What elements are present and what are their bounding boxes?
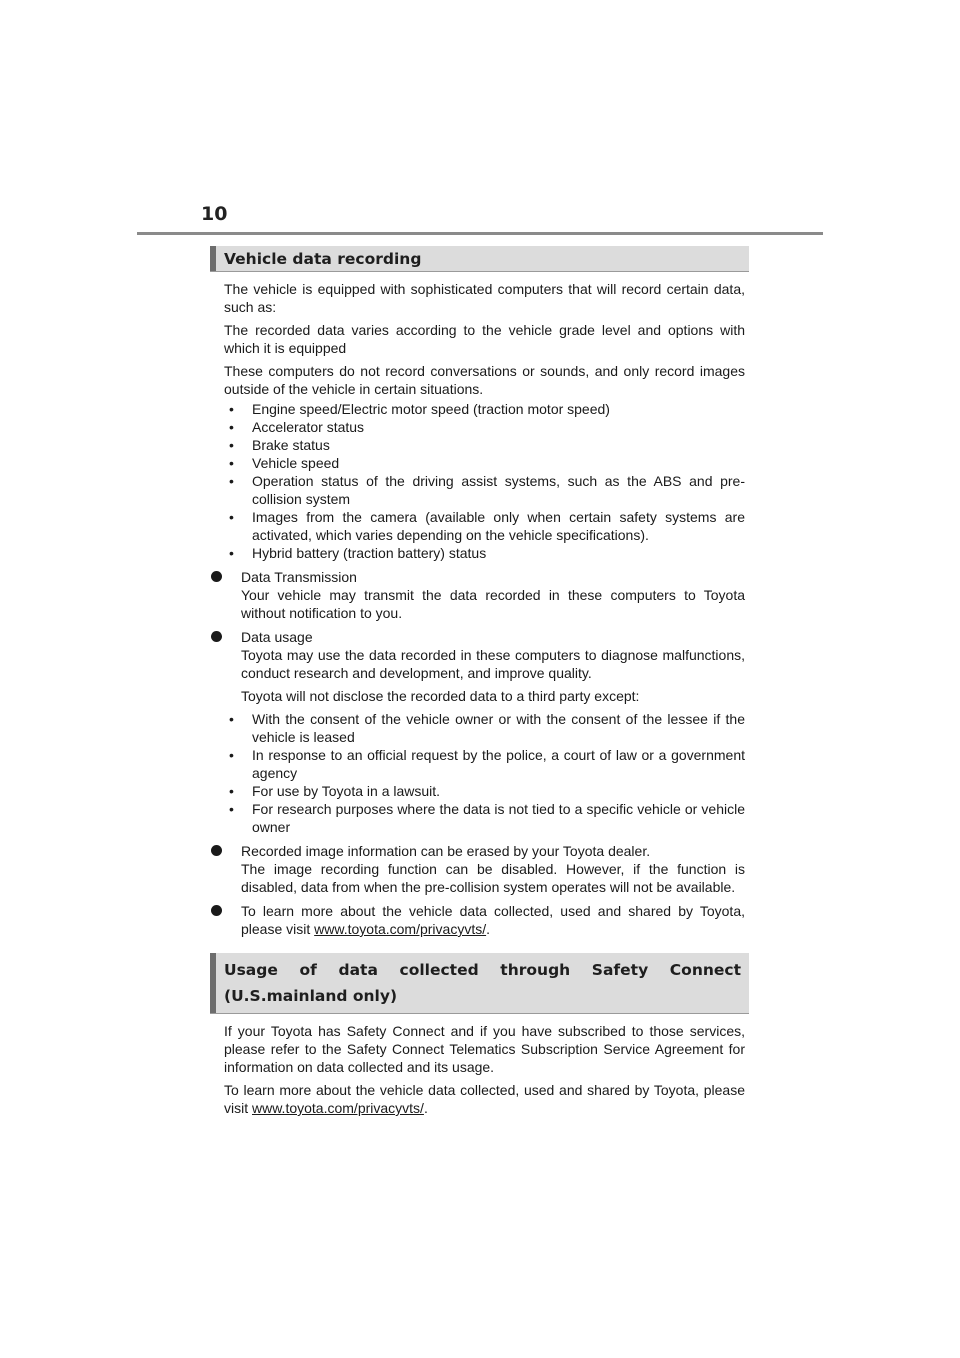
- data-transmission-heading: Data Transmission: [241, 569, 357, 585]
- list-item: • Engine speed/Electric motor speed (traction motor speed): [229, 401, 610, 417]
- safety-connect-learn-more: To learn more about the vehicle data collected, used and shared by Toyota, please visit www.toyota.com/privacyvts/.: [224, 1082, 745, 1116]
- list-item: • Vehicle speed: [229, 455, 340, 471]
- image-erase-block: [224, 842, 745, 896]
- list-item: • Operation status of the driving assist systems, such as the ABS and pre-collision system: [229, 473, 745, 507]
- privacy-link[interactable]: www.toyota.com/privacyvts/: [314, 921, 487, 937]
- disclosure-exceptions-list: [224, 710, 745, 836]
- image-erase-text: The image recording function can be disabled. However, if the function is disabled, data from when the pre-collision system operates will not be available.: [241, 861, 745, 895]
- learn-more-text: To learn more about the vehicle data collected, used and shared by Toyota, please visit www.toyota.com/privacyvts/.: [241, 903, 745, 937]
- section-header-safety-connect: Usage of data collected through Safety Connect (U.S.mainland only): [210, 953, 749, 1014]
- data-usage-text: Toyota may use the data recorded in these computers to diagnose malfunctions, conduct research and development, and improve quality.: [241, 647, 745, 681]
- list-item: • For research purposes where the data is not tied to a specific vehicle or vehicle owner: [229, 801, 745, 835]
- data-usage-heading: Data usage: [241, 629, 313, 645]
- bullet-circle-icon: [211, 905, 222, 916]
- data-transmission-block: [224, 568, 745, 622]
- intro-paragraph: The recorded data varies according to the vehicle grade level and options with which it is equipped: [224, 322, 745, 356]
- bullet-circle-icon: [211, 631, 222, 642]
- data-disclosure-text: Toyota will not disclose the recorded data to a third party except:: [241, 688, 640, 704]
- page-content: [224, 246, 745, 1117]
- data-usage-block: [224, 628, 745, 836]
- image-erase-heading: Recorded image information can be erased by your Toyota dealer.: [241, 843, 651, 859]
- header-rule: [137, 232, 823, 235]
- list-item: • Hybrid battery (traction battery) status: [229, 545, 487, 561]
- list-item: • Images from the camera (available only when certain safety systems are activated, which varies depending on the vehicle specifications).: [229, 509, 745, 543]
- list-item: • Brake status: [229, 437, 330, 453]
- list-item: • Accelerator status: [229, 419, 365, 435]
- list-item: • In response to an official request by the police, a court of law or a government agency: [229, 747, 745, 781]
- intro-paragraph: The vehicle is equipped with sophisticated computers that will record certain data, such as:: [224, 281, 745, 315]
- list-item: • With the consent of the vehicle owner or with the consent of the lessee if the vehicle is leased: [229, 711, 745, 745]
- learn-more-block: [224, 902, 745, 938]
- section-header-vehicle-data-recording: Vehicle data recording: [210, 246, 749, 272]
- page-number: 10: [201, 203, 228, 225]
- bullet-circle-icon: [211, 571, 222, 582]
- privacy-link[interactable]: www.toyota.com/privacyvts/: [252, 1100, 424, 1116]
- recorded-data-list: [224, 400, 745, 562]
- safety-connect-paragraph: If your Toyota has Safety Connect and if you have subscribed to those services, please refer to the Safety Connect Telematics Subscription Service Agreement for information on data collected and its usage.: [224, 1023, 745, 1075]
- list-item: • For use by Toyota in a lawsuit.: [229, 783, 441, 799]
- intro-paragraph: These computers do not record conversations or sounds, and only record images outside of the vehicle in certain situations.: [224, 363, 745, 397]
- bullet-circle-icon: [211, 845, 222, 856]
- data-transmission-text: Your vehicle may transmit the data recorded in these computers to Toyota without notification to you.: [241, 587, 745, 621]
